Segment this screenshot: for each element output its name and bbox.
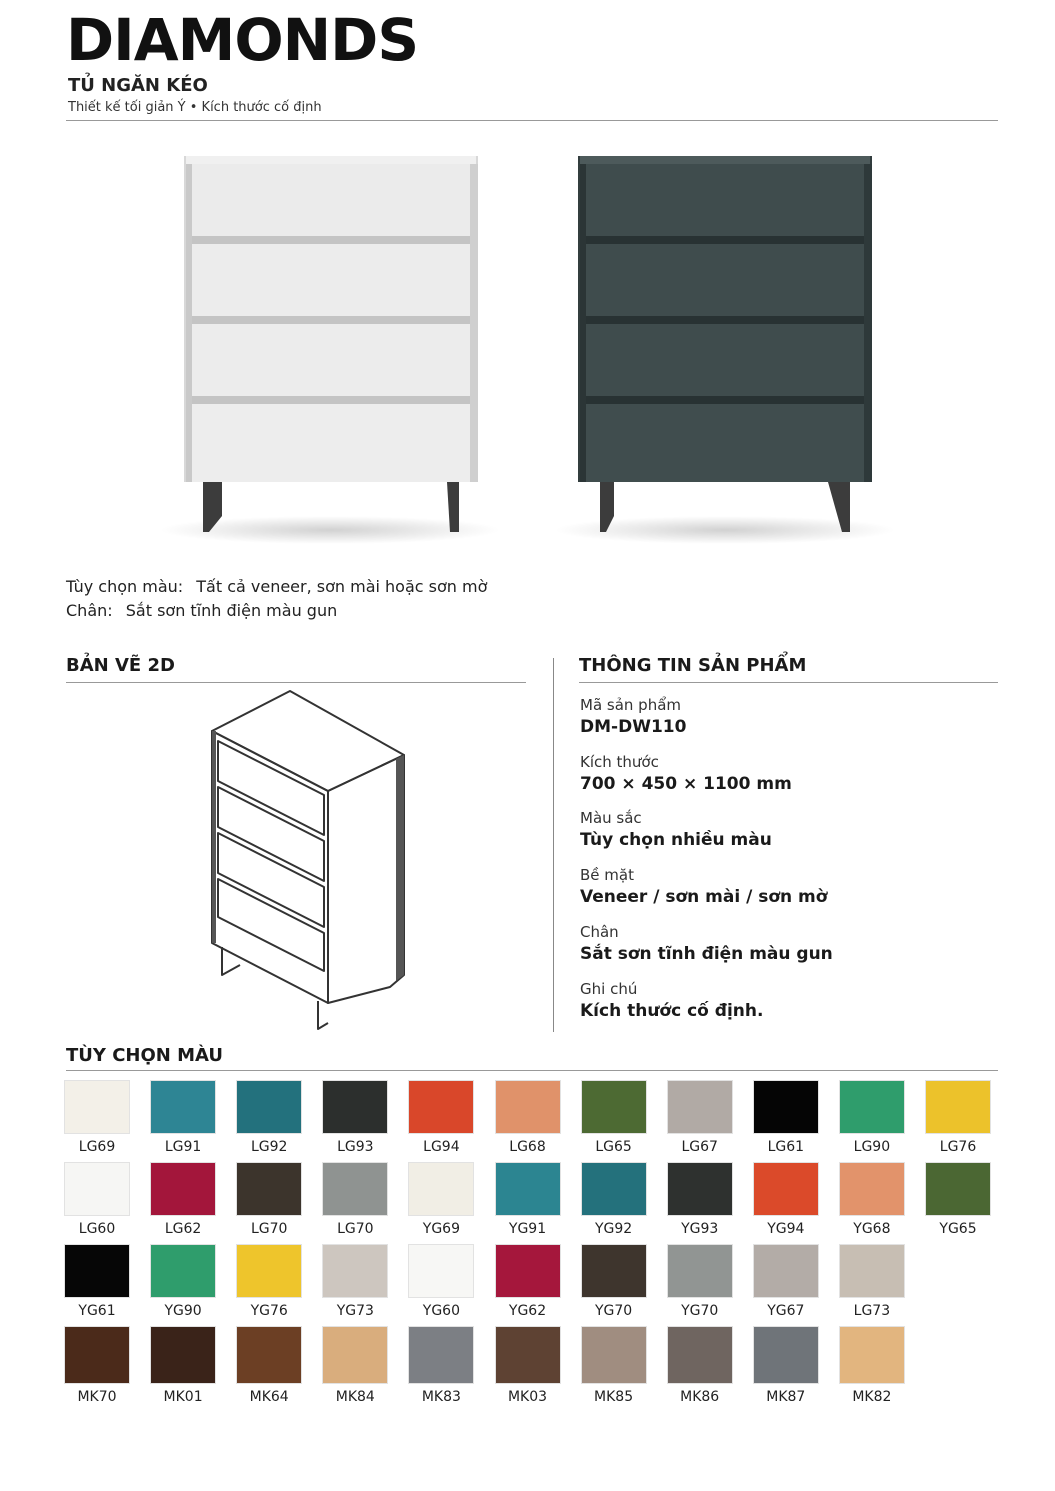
color-code: LG60 [78,1221,116,1237]
color-chip [581,1162,647,1216]
slate-dresser [555,156,895,544]
color-code: MK85 [594,1389,634,1405]
color-swatch[interactable] [753,1162,819,1238]
color-code: YG93 [681,1221,719,1237]
color-code: LG90 [853,1139,891,1155]
color-code: MK82 [852,1389,892,1405]
color-chip [322,1080,388,1134]
color-swatch[interactable] [667,1162,733,1238]
color-chip [64,1080,130,1134]
color-code: YG92 [594,1221,633,1237]
color-code: LG65 [595,1139,632,1155]
color-chip [408,1244,474,1298]
color-code: MK86 [680,1389,720,1405]
color-swatch[interactable] [495,1326,561,1406]
color-swatch[interactable] [839,1244,905,1320]
color-code: YG60 [422,1303,460,1319]
color-code: LG69 [78,1139,116,1155]
color-code: LG76 [939,1139,977,1155]
color-swatch[interactable] [408,1080,474,1156]
color-chip [581,1244,647,1298]
leg-label: Chân: [66,601,113,620]
info-label: Bề mặt [580,866,634,884]
info-item-color [580,808,1000,865]
color-code: LG73 [853,1303,891,1319]
color-swatch[interactable] [925,1162,991,1238]
color-swatch[interactable] [322,1162,388,1238]
color-code: LG68 [509,1139,546,1155]
color-swatch[interactable] [150,1162,216,1238]
color-option-note [66,575,487,599]
color-chip [667,1162,733,1216]
color-code: LG61 [767,1139,805,1155]
color-chip [408,1162,474,1216]
color-chip [322,1244,388,1298]
color-swatch[interactable] [408,1326,474,1406]
color-swatch[interactable] [753,1080,819,1156]
color-code: YG91 [508,1221,547,1237]
color-code: YG68 [853,1221,891,1237]
line-drawing-2d [200,685,420,1035]
info-item-legs [580,922,1000,979]
color-swatch[interactable] [408,1244,474,1320]
color-code: YG65 [939,1221,977,1237]
color-chip [236,1080,302,1134]
leg-note [66,599,487,623]
color-code: LG93 [337,1139,374,1155]
color-section-rule [66,1070,998,1071]
color-code: YG70 [681,1303,719,1319]
tagline: Thiết kế tối giản Ý • Kích thước cố định [68,100,322,115]
product-images [0,140,1055,560]
color-swatch[interactable] [236,1162,302,1238]
color-chip [322,1326,388,1384]
header-divider [66,120,998,121]
info-item-surface [580,865,1000,922]
color-option-label: Tùy chọn màu: [66,577,184,596]
info-section-rule [579,682,998,683]
color-option-value: Tất cả veneer, sơn mài hoặc sơn mờ [196,577,488,596]
brand-title: DIAMONDS [66,6,419,74]
white-dresser-image [0,140,1055,560]
color-swatch[interactable] [839,1080,905,1156]
option-notes [66,575,487,623]
color-code: MK87 [766,1389,806,1405]
color-code: MK83 [421,1389,461,1405]
color-chip [150,1244,216,1298]
color-swatch[interactable] [581,1326,647,1406]
color-chip [839,1326,905,1384]
drawing-section-title: BẢN VẼ 2D [66,655,175,676]
color-swatch[interactable] [322,1326,388,1406]
color-code: YG94 [767,1221,805,1237]
color-chip [236,1244,302,1298]
color-chip [753,1162,819,1216]
color-code: LG70 [250,1221,288,1237]
info-item-note [580,979,1000,1036]
color-chip [408,1080,474,1134]
color-code: MK03 [507,1389,548,1405]
color-chip [64,1162,130,1216]
color-swatch[interactable] [925,1080,991,1156]
info-value: Kích thước cố định. [580,1001,764,1021]
color-chip [753,1244,819,1298]
color-code: YG61 [78,1303,116,1319]
white-dresser [160,156,500,544]
info-label: Mã sản phẩm [580,696,682,714]
color-chip [495,1326,561,1384]
info-value: Tùy chọn nhiều màu [580,830,772,850]
color-swatch[interactable] [753,1326,819,1406]
leg-value: Sắt sơn tĩnh điện màu gun [125,601,338,620]
color-swatch[interactable] [236,1080,302,1156]
color-chip [150,1080,216,1134]
drawing-section-rule [66,682,526,683]
color-code: LG94 [423,1139,460,1155]
color-chip [495,1244,561,1298]
info-section-title: THÔNG TIN SẢN PHẨM [579,655,807,676]
color-swatch[interactable] [839,1326,905,1406]
color-chip [495,1080,561,1134]
color-swatch[interactable] [408,1162,474,1238]
color-swatch[interactable] [64,1080,130,1156]
color-swatch[interactable] [236,1244,302,1320]
color-chip [581,1080,647,1134]
color-code: YG73 [336,1303,374,1319]
info-value: DM-DW110 [580,717,687,737]
color-chip [408,1326,474,1384]
color-chip [64,1326,130,1384]
color-swatch[interactable] [64,1326,130,1406]
color-code: MK64 [249,1389,289,1405]
color-code: YG69 [422,1221,460,1237]
color-code: LG91 [164,1139,202,1155]
color-swatch[interactable] [667,1326,733,1406]
color-swatch[interactable] [236,1326,302,1406]
color-swatch[interactable] [581,1244,647,1320]
product-info [580,695,1000,1036]
info-item-code [580,695,1000,752]
color-code: LG62 [164,1221,202,1237]
color-code: LG70 [337,1221,374,1237]
color-code: YG76 [250,1303,288,1319]
color-swatch[interactable] [322,1244,388,1320]
color-swatch[interactable] [495,1162,561,1238]
color-swatch[interactable] [150,1244,216,1320]
color-swatch[interactable] [581,1080,647,1156]
info-value: Veneer / sơn mài / sơn mờ [580,887,828,907]
color-chip [667,1326,733,1384]
color-chip [839,1080,905,1134]
color-chip [753,1080,819,1134]
color-code: YG67 [767,1303,805,1319]
info-label: Chân [580,923,619,941]
color-swatch[interactable] [753,1244,819,1320]
color-swatch[interactable] [64,1162,130,1238]
color-chip [667,1080,733,1134]
color-swatch[interactable] [495,1080,561,1156]
color-chip [581,1326,647,1384]
info-label: Kích thước [580,753,659,771]
color-section-title: TÙY CHỌN MÀU [66,1045,224,1066]
color-code: LG92 [250,1139,288,1155]
color-swatch[interactable] [150,1326,216,1406]
info-value: Sắt sơn tĩnh điện màu gun [580,944,833,964]
color-chip [322,1162,388,1216]
info-item-size [580,752,1000,808]
color-chip [925,1162,991,1216]
color-code: LG67 [681,1139,718,1155]
color-code: YG70 [594,1303,633,1319]
color-swatch[interactable] [322,1080,388,1156]
color-swatch[interactable] [667,1080,733,1156]
color-chip [753,1326,819,1384]
color-code: MK01 [163,1389,203,1405]
color-swatch[interactable] [839,1162,905,1238]
color-chip [150,1326,216,1384]
color-code: YG62 [508,1303,547,1319]
section-divider [553,658,554,1032]
color-chip [495,1162,561,1216]
color-swatch[interactable] [150,1080,216,1156]
color-chip [839,1162,905,1216]
color-chip [150,1162,216,1216]
color-chip [236,1162,302,1216]
product-category: TỦ NGĂN KÉO [68,75,208,96]
info-label: Ghi chú [580,980,638,998]
color-swatch[interactable] [64,1244,130,1320]
color-chip [925,1080,991,1134]
info-value: 700 × 450 × 1100 mm [580,774,792,794]
color-swatch[interactable] [581,1162,647,1238]
info-label: Màu sắc [580,809,642,827]
color-code: MK84 [335,1389,375,1405]
color-chip [667,1244,733,1298]
color-swatch[interactable] [667,1244,733,1320]
color-chip [839,1244,905,1298]
color-swatch[interactable] [495,1244,561,1320]
color-chip [236,1326,302,1384]
color-code: MK70 [77,1389,117,1405]
color-code: YG90 [164,1303,202,1319]
color-chip [64,1244,130,1298]
